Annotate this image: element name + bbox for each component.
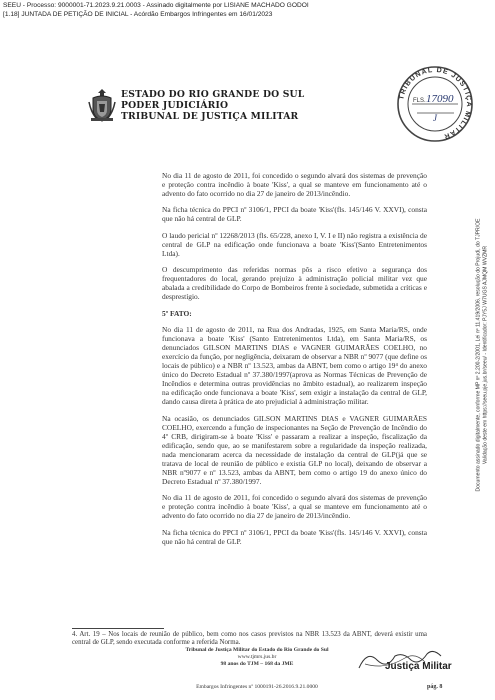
paragraph-ocasiao: Na ocasião, os denunciados GILSON MARTINS DIAS e VAGNER GUIMARÃES COELHO, exercendo a função de inspecionantes na Seção de Prevenção de Incêndio do 4º CRB, dirigiram-se à boate 'Kiss' e passaram a realizar a inspeção, fiscalização da edificação, sendo que, ao se manifestarem sobre a regularidade da inspeção realizada, nada mencionaram acerca da necessidade de instalação da central de GLP(já que se tratava de local de reunião de público e existia GLP no local), deixando de observar a NBR nº9077 e nº 13.523, ambas da ABNT, bem como o artigo 19 do anexo único do Decreto Estadual nº 37.380/1997. <box>162 413 427 486</box>
side-signature-line: Documento assinado digitalmente, conforme MP nº 2.200-2/2001, Lei nº 11.419/2006, resolução do Projudi, do TJPR/OE <box>475 218 482 492</box>
paragraph-alvara-1: No dia 11 de agosto de 2011, foi concedido o segundo alvará dos sistemas de prevenção e proteção contra incêndio à boate 'Kiss', a qual se manteve em funcionamento até o advento do fato ocorrido no dia 27 de janeiro de 2013/incêndio. <box>162 171 427 199</box>
letterhead <box>121 89 304 123</box>
footnote-art-19: 4. Art. 19 – Nos locais de reunião de público, bem como nos casos previstos na NBR 13.523 da ABNT, deverá existir uma central de GLP, sendo executada conforme a referida Norma. <box>72 631 427 647</box>
letterhead-state: ESTADO DO RIO GRANDE DO SUL <box>121 89 305 100</box>
footer-anniversary: 98 anos do TJM – 168 da JME <box>220 661 294 667</box>
state-coat-of-arms-icon <box>88 88 116 122</box>
footer-case-number: Embargos Infringentes nº 1000191-26.2016.9.21.0000 <box>196 684 318 690</box>
stamp-fls-number: 17090 <box>426 93 454 105</box>
paragraph-alvara-2: No dia 11 de agosto de 2011, foi concedido o segundo alvará dos sistemas de prevenção e proteção contra incêndio à boate 'Kiss', a qual se manteve em funcionamento até o advento do fato ocorrido no dia 27 de janeiro de 2013/incêndio. <box>162 493 427 521</box>
page-number: pág. 8 <box>427 684 443 690</box>
side-validation-text <box>475 75 488 635</box>
paragraph-fato-5: No dia 11 de agosto de 2011, na Rua dos Andradas, 1925, em Santa Maria/RS, onde funcionava a boate 'Kiss' (Santo Entretenimentos Ltda), em Santa Maria/RS, os denunciados GILSON MARTINS DIAS e VAGNER GUIMARÃES COELHO, no exercício da função, por negligência, deixaram de observar a NBR nº 9077 (que define os locais de público) e a NBR nº 13.523, ambas da ABNT, bem como o artigo 19⁴ do anexo único do Decreto Estadual nº 37.380/1997(aprova as Normas Técnicas de Prevenção de Incêndios e determina outras providências no âmbito estadual), ao realizarem inspeção na edificação onde funcionava a boate 'Kiss', sem exigir a instalação da central de GLP, dando causa direta à prática de ato prejudicial à administração militar. <box>162 324 427 407</box>
seeu-process-line: SEEU - Processo: 9000001-71.2023.9.21.0003 - Assinado digitalmente por LISIANE MACHADO GODOI <box>3 2 309 9</box>
section-heading-5-fato: 5º FATO: <box>162 308 192 318</box>
paragraph-ficha-tecnica-2: Na ficha técnica do PPCI nº 3106/1, PPCI da boate 'Kiss'(fls. 145/146 V. XXVI), consta que não há central de GLP. <box>162 527 427 546</box>
paragraph-laudo-pericial: O laudo pericial nº 12268/2013 (fls. 65/228, anexo I, V. I e II) não registra a existência de central de GLP na edificação onde funcionava a boate 'Kiss'(Santo Entretenimentos Ltda). <box>162 230 427 258</box>
footnote-divider <box>72 628 164 629</box>
stamp-ring-text: TRIBUNAL DE JUSTIÇA MILITAR <box>398 66 473 140</box>
side-identifier-line: Validação deste em https://seeu.pje.jus.br/seeu/ - Identificador: PJY5J W7UGS AJMQM WVZMR <box>482 245 488 465</box>
paragraph-descumprimento: O descumprimento das referidas normas pôs a risco efetivo a segurança dos frequentadores do local, gerando prejuízo à administração policial militar vez que abalada a credibilidade do Corpo de Bombeiros frente à sociedade, submetida a críticas e desprestígio. <box>162 265 427 302</box>
stamp-fls-label: FLS. <box>413 98 426 104</box>
stamp-seal-icon <box>395 64 475 144</box>
letterhead-judiciary: PODER JUDICIÁRIO <box>121 100 229 112</box>
footer-website: www.tjmrs.jus.br <box>237 654 277 660</box>
paragraph-ficha-tecnica-1: Na ficha técnica do PPCI nº 3106/1, PPCI da boate 'Kiss'(fls. 145/146 V. XXVI), consta que não há central de GLP. <box>162 205 427 224</box>
page-footer <box>157 647 357 668</box>
letterhead-court: TRIBUNAL DE JUSTIÇA MILITAR <box>121 111 299 123</box>
court-page-stamp <box>395 64 475 144</box>
document-body <box>162 171 427 553</box>
justica-militar-logo-text: Justiça Militar <box>385 661 452 672</box>
stamp-initial: J <box>433 113 437 123</box>
seeu-header <box>3 2 309 19</box>
seeu-juntada-line: [1.18] JUNTADA DE PETIÇÃO DE INICIAL - Acórdão Embargos Infringentes em 16/01/2023 <box>3 10 273 18</box>
justica-militar-logo <box>385 661 452 672</box>
footer-court-name: Tribunal de Justiça Militar do Estado do Rio Grande do Sul <box>185 647 329 653</box>
